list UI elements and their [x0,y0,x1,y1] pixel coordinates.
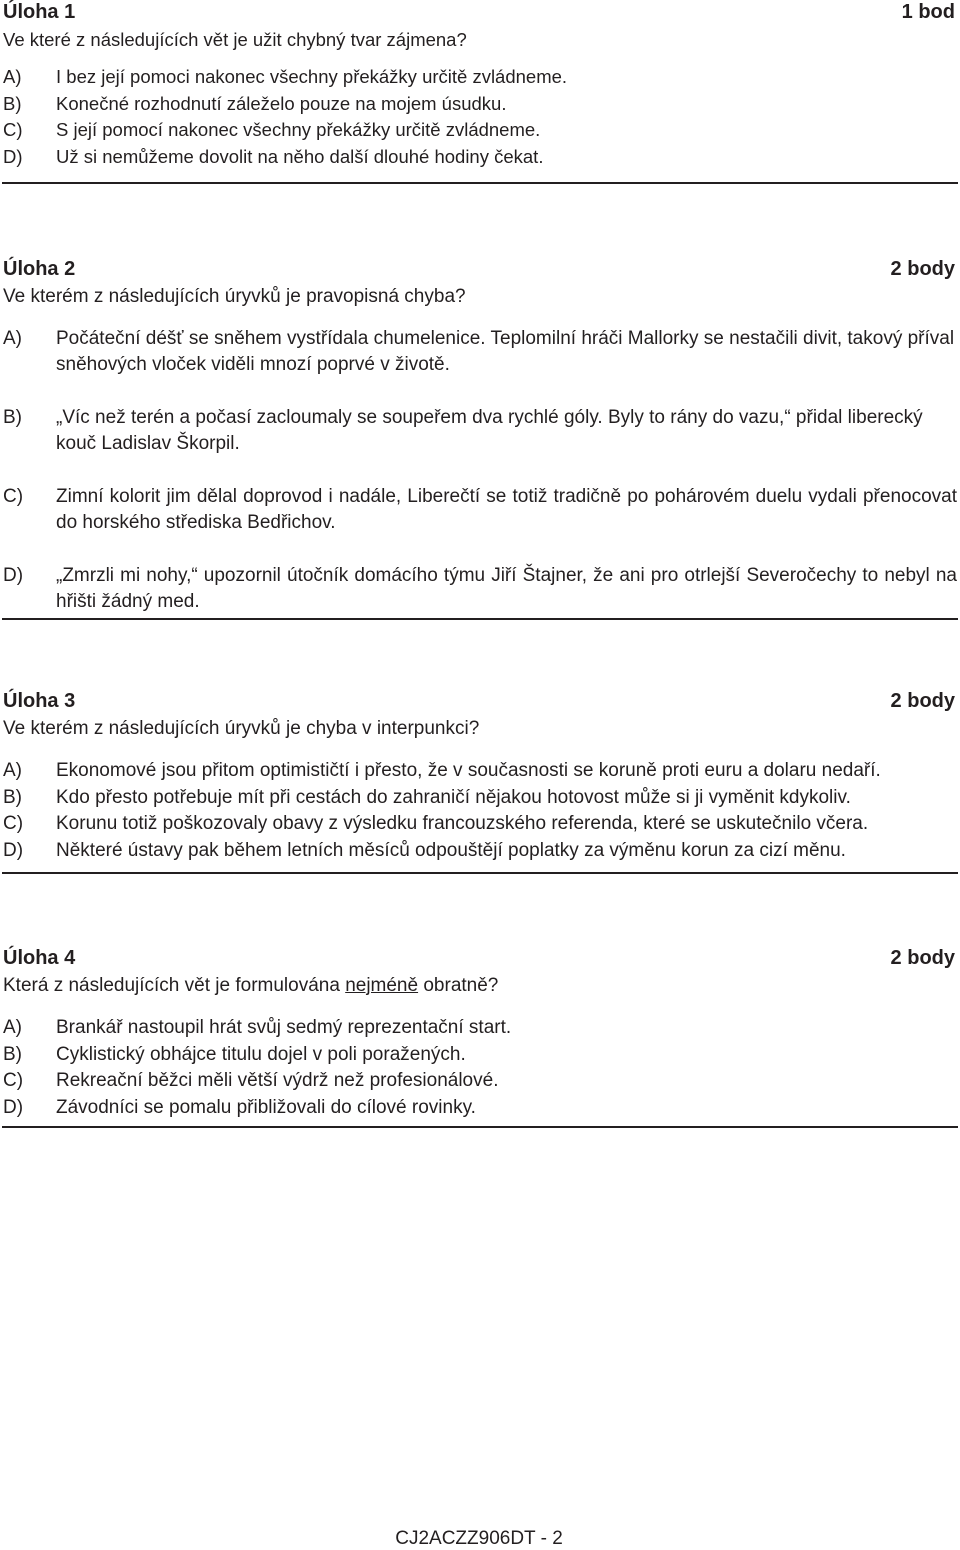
task-header [3,258,957,284]
answer-option-a [3,326,957,378]
task-title: Úloha 4 [3,947,76,969]
task-header [3,690,957,716]
option-letter: A) [3,328,22,349]
option-letter: A) [3,760,22,781]
option-text: Závodníci se pomalu přibližovali do cílové rovinky. [56,1096,476,1118]
task-header [3,947,957,973]
option-text: Některé ústavy pak během letních měsíců odpouštějí poplatky za výměnu korun za cizí měnu. [56,839,846,861]
option-text: Cyklistický obhájce titulu dojel v poli poražených. [56,1043,466,1065]
task-points: 2 body [890,947,955,969]
option-letter: B) [3,1043,22,1065]
option-letter: D) [3,145,23,167]
option-text: I bez její pomoci nakonec všechny překážky určitě zvládneme. [56,66,568,87]
option-letter: B) [3,407,22,428]
option-text: Už si nemůžeme dovolit na něho další dlouhé hodiny čekat. [56,145,544,167]
task-title: Úloha 3 [3,690,76,712]
option-letter: C) [3,1070,24,1091]
answer-option-c [3,117,957,144]
option-letter: D) [3,839,24,861]
answer-option-a [3,758,957,785]
question-text-start: Která z následujících vět je formulována [3,975,346,996]
answer-options [3,1015,957,1121]
task-3 [3,690,957,864]
answer-options [3,758,957,864]
option-text: Brankář nastoupil hrát svůj sedmý reprezentační start. [56,1017,512,1038]
page-code: CJ2ACZZ906DT - 2 [395,1528,563,1549]
task-title: Úloha 1 [3,1,76,23]
option-letter: A) [3,66,22,87]
option-letter: C) [3,119,23,140]
option-text: „Zmrzli mi nohy,“ upozornil útočník domácího týmu Jiří Štajner, že ani pro otrlejší Severočechy to nebyl na hřišti žádný med. [56,565,957,612]
answer-options [3,326,957,615]
answer-option-b [3,785,957,812]
option-letter: B) [3,92,22,114]
page-footer [0,1528,960,1550]
answer-option-d [3,838,957,865]
task-1 [3,1,957,170]
task-points: 1 bod [901,1,955,23]
divider [2,618,958,620]
option-letter: C) [3,486,24,507]
answer-option-b [3,405,957,457]
option-text: Počáteční déšť se sněhem vystřídala chumelenice. Teplomilní hráči Mallorky se nestačili divit, takový příval sněhových vloček viděli mnozí poprvé v životě. [56,328,955,375]
answer-option-a [3,64,957,91]
option-text: Kdo přesto potřebuje mít při cestách do zahraničí nějakou hotovost může si ji vyměnit kdykoliv. [56,786,851,808]
option-text: Konečné rozhodnutí záleželo pouze na mojem úsudku. [56,92,507,114]
answer-option-b [3,1042,957,1069]
task-question [3,973,957,999]
answer-option-c [3,484,957,536]
option-letter: C) [3,813,24,834]
option-letter: B) [3,786,22,808]
option-text: Ekonomové jsou přitom optimističtí i přesto, že v současnosti se koruně proti euru a dolaru nedaří. [56,760,881,781]
question-text-end: obratně? [418,975,499,996]
task-question: Ve kterém z následujících úryvků je pravopisná chyba? [3,286,466,307]
answer-option-d [3,144,957,171]
option-text: „Víc než terén a počasí zacloumaly se soupeřem dva rychlé góly. Byly to rány do vazu,“ přidal liberecký kouč Ladislav Škorpil. [56,407,923,454]
task-points: 2 body [890,258,955,280]
divider [2,1126,958,1128]
option-letter: D) [3,1096,24,1118]
option-text: Zimní kolorit jim dělal doprovod i nadále, Liberečtí se totiž tradičně po pohárovém duelu vydali přenocovat do horského střediska Bedřichov. [56,486,957,533]
answer-option-d [3,1095,957,1122]
task-title: Úloha 2 [3,258,76,280]
answer-option-c [3,811,957,838]
question-emphasis: nejméně [345,975,419,996]
option-text: Rekreační běžci měli větší výdrž než profesionálové. [56,1070,499,1091]
answer-option-d [3,563,957,615]
option-letter: D) [3,565,24,586]
task-2 [3,258,957,615]
option-text: S její pomocí nakonec všechny překážky určitě zvládneme. [56,119,541,140]
answer-option-a [3,1015,957,1042]
answer-options [3,64,957,170]
answer-option-b [3,91,957,118]
divider [2,872,958,874]
task-question: Ve které z následujících vět je užit chybný tvar zájmena? [3,29,467,50]
option-letter: A) [3,1017,22,1038]
divider [2,182,958,184]
answer-option-c [3,1068,957,1095]
task-points: 2 body [890,690,955,712]
task-question: Ve kterém z následujících úryvků je chyba v interpunkci? [3,718,480,739]
option-text: Korunu totiž poškozovaly obavy z výsledku francouzského referenda, které se uskutečnilo včera. [56,813,869,834]
task-header [3,1,957,27]
task-4 [3,947,957,1121]
